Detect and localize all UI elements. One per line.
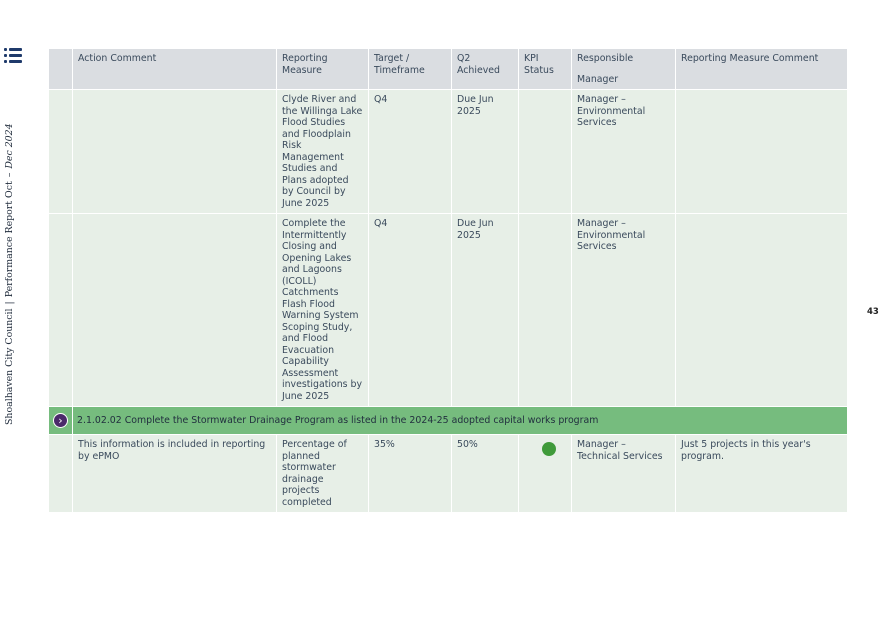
row-spacer [49,214,73,407]
cell-q2-achieved: 50% [452,435,519,513]
header-reporting-measure: Reporting Measure [277,49,369,90]
cell-q2-achieved: Due Jun 2025 [452,214,519,407]
performance-table [48,48,848,513]
header-responsible-bottom: Manager [577,73,619,85]
header-target: Target / Timeframe [369,49,452,90]
chevron-right-icon[interactable]: › [53,413,68,428]
table-header-row [49,49,848,90]
header-reporting-measure-comment: Reporting Measure Comment [676,49,848,90]
header-kpi-status: KPI Status [519,49,572,90]
cell-reporting-measure: Complete the Intermittently Closing and Opening Lakes and Lagoons (ICOLL) Catchments Flash Flood Warning System Scoping Study, and Flood Evacuation Capability Assessment investigations by June 2025 [277,214,369,407]
cell-target: 35% [369,435,452,513]
cell-comment: Just 5 projects in this year's program. [676,435,848,513]
cell-comment [676,214,848,407]
report-side-title: Shoalhaven City Council|Performance Report Oct–Dec 2024 [4,123,15,425]
kpi-status-dot [542,442,556,456]
cell-kpi-status [519,90,572,214]
cell-action-comment [73,214,277,407]
cell-kpi-status [519,435,572,513]
cell-reporting-measure: Clyde River and the Willinga Lake Flood Studies and Floodplain Risk Management Studies and Plans adopted by Council by June 2025 [277,90,369,214]
header-responsible-manager [572,49,676,90]
cell-q2-achieved: Due Jun 2025 [452,90,519,214]
row-spacer [49,90,73,214]
page-number: 43 [867,307,879,317]
council-name: Shoalhaven City Council [4,308,15,425]
table-row [49,90,848,214]
report-period: Dec 2024 [4,123,15,169]
cell-reporting-measure: Percentage of planned stormwater drainage projects completed [277,435,369,513]
action-label: 2.1.02.02 Complete the Stormwater Drainage Program as listed in the 2024-25 adopted capital works program [73,407,848,435]
cell-target: Q4 [369,90,452,214]
cell-target: Q4 [369,214,452,407]
cell-responsible: Manager – Environmental Services [572,90,676,214]
cell-kpi-status [519,214,572,407]
cell-action-comment: This information is included in reporting by ePMO [73,435,277,513]
header-spacer [49,49,73,90]
table-row [49,435,848,513]
action-toggle-cell[interactable] [49,407,73,435]
row-spacer [49,435,73,513]
cell-action-comment [73,90,277,214]
cell-responsible: Manager – Environmental Services [572,214,676,407]
table-row [49,214,848,407]
report-name: Performance Report Oct [4,181,15,298]
cell-responsible: Manager – Technical Services [572,435,676,513]
header-responsible-top: Responsible [577,53,634,64]
menu-icon[interactable] [4,48,22,64]
header-action-comment: Action Comment [73,49,277,90]
action-row[interactable] [49,407,848,435]
header-q2-achieved: Q2 Achieved [452,49,519,90]
cell-comment [676,90,848,214]
